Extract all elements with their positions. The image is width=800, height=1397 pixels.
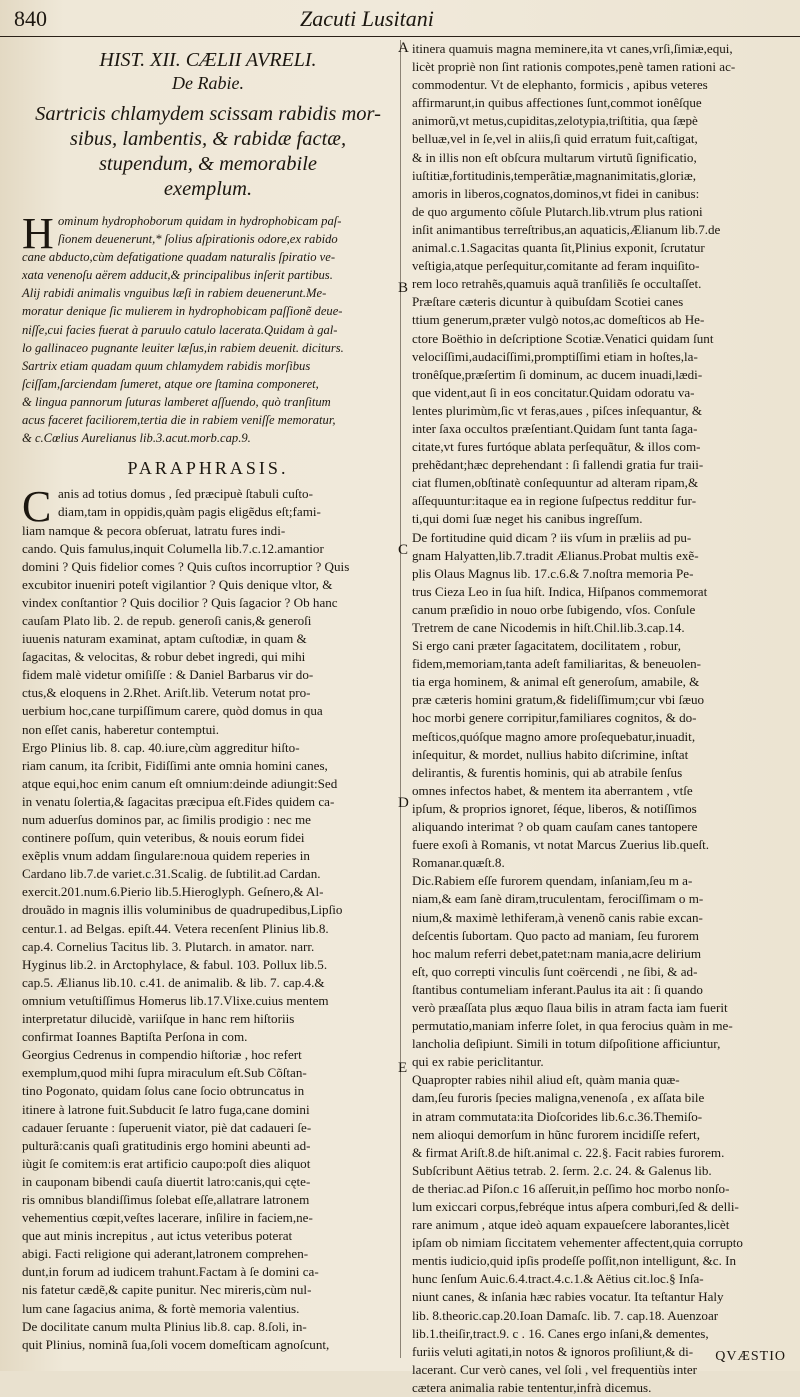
right-text-line: velociſſimi,audaciſſimi,promptiſſimi etiam in hoſtes,la-	[412, 348, 698, 364]
main-title-line: stupendum, & memorabile	[98, 153, 318, 175]
margin-letter-d: D	[398, 795, 409, 811]
paraphrasis-text-line: exẽplis vnum addam ſingulare:noua quidem reperies in	[22, 848, 310, 864]
right-text-line: ipſam ob nimiam ſiccitatem vehementer affectent,quia corrupto	[412, 1235, 743, 1251]
paraphrasis-text-line: domini ? Quis fidelior comes ? Quis cuſtos incorruptior ? Quis	[22, 558, 350, 574]
paraphrasis-text-line: Hyginus lib.2. in Arctophylace, & fabul. 103. Pollux lib.5.	[22, 956, 328, 972]
paraphrasis-text-line: cando. Quis famulus,inquit Columella lib.7.c.12.amantior	[22, 540, 324, 556]
left-column	[22, 40, 394, 1354]
right-text-line: aliquando interimat ? ob quam cauſam canes tantopere	[412, 819, 698, 835]
intro-text-line: & c.Cœlius Aurelianus lib.3.acut.morb.cap.9.	[22, 431, 251, 446]
right-text-line: tronêſque,præſertim ſi dominum, ac ducem inuadi,lædi-	[412, 366, 703, 382]
right-text-line: gnam Halyatten,lib.7.tradit Ælianus.Probat multis exẽ-	[412, 547, 699, 563]
intro-text-line: & lingua pannorum ſuturas lamberet aſſuendo, quò tranſitum	[22, 394, 331, 409]
right-text-line: hoc morbi genere corripitur,familiares cognitos, & do-	[412, 710, 697, 726]
right-text-line: trus Cieza Leo in ſua hiſt. Indica, Hiſpanos commemorat	[412, 583, 708, 599]
right-text-line: inſit animantibus terreſtribus,an aquaticis,Ælianum lib.7.de	[412, 221, 721, 237]
paraphrasis-text-line: De docilitate canum multa Plinius lib.8. cap. 8.ſoli, in-	[22, 1318, 307, 1334]
paraphrasis-text-line: diam,tam in oppidis,quàm pagis eligẽdus eſt;fami-	[58, 504, 321, 520]
main-title-line: sibus, lambentis, & rabidæ factæ,	[69, 128, 347, 150]
paraphrasis-text-line: cadauer ſeruante : ſuperuenit viator, piè dat cadaueri ſe-	[22, 1119, 312, 1135]
right-text-line: Præſtare cæteris dicuntur à quibuſdam Scotiei canes	[412, 294, 684, 310]
intro-text-line: moratur denique ſic mulierem in hydrophobicam paſſionẽ deue-	[22, 304, 343, 319]
paraphrasis-text-line: exemplum,quod mihi ſupra miraculum eſt.Sub Cõſtan-	[22, 1065, 307, 1081]
right-text-line: ctore Boëthio in deſcriptione Scotiæ.Venatici quidam ſunt	[412, 330, 714, 346]
margin-letter-a: A	[398, 40, 409, 56]
right-text-line: mentis iudicio,quid ipſis prodeſſe poſſit,non intelligunt, &c. In	[412, 1253, 737, 1269]
paraphrasis-text-line: Georgius Cedrenus in compendio hiſtoriæ , hoc refert	[22, 1047, 302, 1063]
paraphrasis-passage	[22, 482, 394, 1354]
right-text-line: nem alioqui demorſum in hũnc furorem incidiſſe refert,	[412, 1126, 700, 1142]
main-title	[22, 102, 394, 202]
paraphrasis-text-line: lum cane ſagacius anima, & fortè memoria valentius.	[22, 1300, 300, 1316]
intro-text-line: niſſe,cui facies fuerat à paruulo catulo lacerata.Quidam à gal-	[22, 322, 338, 337]
right-text-line: citate,vt fures furtóque ablata perſequãtur, & illos com-	[412, 439, 701, 455]
right-text-line: dam,ſeu furoris ſpecies maligna,venenoſa , ex aſſata bile	[412, 1090, 705, 1106]
intro-text-line: lo gallinaceo pugnante leuiter læſus,in rabiem deuenit. diciturs.	[22, 340, 344, 355]
right-text-line: fidem,memoriam,tanta adeſt familiaritas, & beneuolen-	[412, 656, 702, 672]
right-text-line: Tretrem de cane Nicodemis in hiſt.Chil.lib.3.cap.14.	[412, 620, 685, 635]
paraphrasis-text-line: dunt,in forum ad iudicem trahunt.Factam à ſe domini ca-	[22, 1264, 319, 1280]
paraphrasis-text-line: Cardano lib.7.de variet.c.31.Scalig. de ſubtilit.ad Cardan.	[22, 866, 321, 882]
paraphrasis-text-line: quit Plinius, nominã ſua,ſoli vocem domeſticam agnoſcunt,	[22, 1336, 330, 1352]
right-text-line: Quapropter rabies nihil aliud eſt, quàm mania quæ-	[412, 1072, 680, 1088]
main-title-line: exemplum.	[163, 178, 253, 200]
paraphrasis-text-line: in cauponam bibendi cauſa diuertit latro:canis,qui cęte-	[22, 1173, 311, 1189]
paraphrasis-text-line: ctus,& eloquens in 2.Rhet. Ariſt.lib. Veterum notat pro-	[22, 685, 311, 701]
right-text-line: canum præſidio in nouo orbe ſubigendo, vſos. Conſule	[412, 601, 696, 617]
right-text-line: permutatio,maniam inferre ſolet, in qua ferocius quàm in me-	[412, 1018, 733, 1034]
paraphrasis-text-line: fidem malè videtur omiſiſſe : & Daniel Barbarus vir do-	[22, 667, 314, 683]
right-text-line: & firmat Ariſt.8.de hiſt.animal c. 22.§. Facit rabies furorem.	[412, 1144, 725, 1160]
right-text-line: verò præaſſata plus æquo ſlaua bilis in atram facta iam fuerit	[412, 999, 728, 1015]
right-text-line: lib. 8.theoric.cap.20.Ioan Damaſc. lib. 7. cap.18. Auenzoar	[412, 1307, 719, 1323]
right-text-line: rem loco retrahẽs,quamuis aquã tranſiliẽs ſe occultaſſet.	[412, 276, 702, 292]
right-text-line: itinera quamuis magna meminere,ita vt canes,vrſi,ſimiæ,equi,	[412, 41, 733, 56]
page-number: 840	[14, 6, 47, 31]
right-text-line: Si ergo cani præter ſagacitatem, docilitatem , robur,	[412, 638, 682, 654]
paraphrasis-text-line: cap.5. Ælianus lib.10. c.41. de animalib. & lib. 7. cap.4.&	[22, 974, 325, 990]
right-text-line: qui ex rabie periclitantur.	[412, 1054, 544, 1070]
intro-text-line: Alij rabidi animalis vnguibus læſi in rabiem deuenerunt.Me-	[22, 286, 327, 301]
paraphrasis-text-line: num aduerſus dominos par, ac ſimilis prodigio : nec me	[22, 812, 311, 827]
right-text-line: lancholia deſipiunt. Simili in totum diſpoſitione afficiuntur,	[412, 1036, 721, 1052]
paraphrasis-text-line: vindex conſtantior ? Quis docilior ? Quis ſagacior ? Ob hanc	[22, 594, 338, 610]
paraphrasis-text-line: atque equi,hoc enim canum eſt omnium:deinde adiungit:Sed	[22, 775, 338, 791]
right-text-line: que vident,aut ſi in eos concitatur.Quidam odoratu va-	[412, 384, 695, 400]
right-text-line: furiis veluti agitati,in notos & ignoros proſiliunt,& di-	[412, 1343, 694, 1359]
right-text-line: plis Olaus Magnus lib. 17.c.6.& 7.noſtra memoria Pe-	[412, 565, 694, 581]
right-text-line: lentes plurimùm,ſic vt feras,aues , piſces inſequantur, &	[412, 402, 703, 418]
paraphrasis-text-line: Ergo Plinius lib. 8. cap. 40.iure,cùm aggreditur hiſto-	[22, 739, 300, 755]
paraphrasis-text-line: itinere à latrone fuit.Subducit ſe latro fuga,cane domini	[22, 1101, 310, 1117]
paraphrasis-text-line: uerbium hoc,cane turpiſſimum carere, quòd domus in qua	[22, 703, 323, 719]
paraphrasis-text-line: nis fatetur cædẽ,& capite punitur. Nec mireris,cùm nul-	[22, 1282, 312, 1298]
intro-text-line: ſionem deuenerunt,* ſolius aſpirationis odore,ex rabido	[58, 232, 338, 247]
paraphrasis-text-line: tino Pogonato, quidam ſolus cane ſocio obtruncatus in	[22, 1083, 305, 1099]
paraphrasis-text-line: cauſam Plato lib. 2. de repub. generoſi canis,& generoſi	[22, 612, 312, 628]
right-text-line: iuſtitiæ,fortitudinis,temperãtiæ,magnanimitatis,gloriæ,	[412, 167, 697, 183]
right-text-line: veſtigia,atque perſequitur,comitante ad feram inquiſito-	[412, 258, 700, 274]
paraphrasis-text-line: excubitor inueniri poteſt vigilantior ? Quis denique vltor, &	[22, 576, 333, 592]
right-text-line: lum exiccari corpus,febréque intus aſpera comburi,ſed & delli-	[412, 1199, 739, 1214]
paraphrasis-text-line: in venatu ſolertia,& ſagacitas præcipua eſt.Fides quidem ca-	[22, 793, 335, 809]
right-text-line: inſequitur, & mordet, nullius habito diſcrimine, inſtat	[412, 746, 689, 762]
right-text-line: fuere exoſi à Romanis, vt notat Marcus Zuerius lib.queſt.	[412, 837, 710, 853]
paraphrasis-text-line: riam canum, ita ſcribit, Fidiſſimi ante omnia homini canes,	[22, 757, 328, 773]
intro-text-line: acus faceret faciliorem,tertia die in rabiem veniſſe memoratur,	[22, 413, 336, 428]
paraphrasis-text-line: non eſſet canis, haberetur contemptui.	[22, 721, 220, 737]
paraphrasis-text-line: exercit.201.num.6.Pierio lib.5.Hieroglyph. Geſnero,& Al-	[22, 884, 324, 900]
intro-text-line: Sartrix etiam quadam quum chlamydem rabidis morſibus	[22, 358, 311, 373]
margin-letter-b: B	[398, 280, 409, 296]
section-heading: PARAPHRASIS.	[127, 458, 289, 479]
right-text-line: aſſequuntur:itaque ea in regione ſuſpectus redditur fur-	[412, 493, 697, 509]
paraphrasis-text-line: interpretatur dilucidè, variiſque in hanc rem hiſtoriis	[22, 1011, 295, 1027]
right-text-line: commodentur. Vt de elephanto, formicis , apibus veteres	[412, 77, 708, 93]
paraphrasis-text-line: liam namque & pecora obſeruat, latratu fures indi-	[22, 522, 286, 538]
right-text-line: præ cæteris homini gratum,& fideliſſimum;cur vbi ſæuo	[412, 692, 705, 708]
paraphrasis-text-line: continere poſſum, quin veteribus, & nouis eorum fidei	[22, 830, 305, 846]
intro-text-line: cane abducto,cùm defatigatione quadam naturalis ſpiratio ve-	[22, 250, 336, 265]
paraphrasis-text-line: iùgit ſe comitem:is erat artificio caupo:poſt dies aliquot	[22, 1155, 311, 1171]
right-text-line: ciat flumen,obſtinatè conſequuntur ad alteram ripam,&	[412, 475, 699, 491]
right-text-line: Subſcribunt Aëtius tetrab. 2. ſerm. 2.c. 24. & Galenus lib.	[412, 1162, 712, 1178]
right-text-line: ſtantibus contumeliam inferant.Paulus ita ait : ſi quando	[412, 981, 703, 997]
right-text-line: prehẽdant;hæc deprehendant : ſi fallendi gratia fur traii-	[412, 457, 704, 473]
running-head: Zacuti Lusitani	[300, 6, 434, 31]
right-text-line: animorũ,vt metus,cupiditas,zelotypia,triſtitia, qua ſæpè	[412, 113, 698, 129]
right-text-line: niam,& eam ſanè diram,truculentam, ferociſſimam o m-	[412, 891, 704, 907]
paraphrasis-text-line: ris omnibus blandiſſimus ſolebat eſſe,allatrare latronem	[22, 1191, 310, 1207]
right-text-line: amoris in liberos,cognatos,dominos,vt fidei in canibus:	[412, 185, 700, 201]
paraphrasis-text-line: que aut minis increpitus , aut ictus veteribus poterat	[22, 1228, 293, 1244]
right-text-line: cætera animalia rabie tententur,infrà dicemus.	[412, 1379, 652, 1395]
right-text-line: deſcentis ſubortam. Quo pacto ad maniam, ſeu furorem	[412, 927, 699, 943]
right-text-line: lib.1.theiſir,tract.9. c . 16. Canes ergo inſani,& dementes,	[412, 1325, 709, 1341]
paraphrasis-text-line: abigi. Facti religione qui aderant,latronem comprehen-	[22, 1246, 309, 1262]
right-text-line: ttium generum,præter vulgò notos,ac domeſticos ab He-	[412, 312, 705, 328]
right-text-line: omnes infectos habet, & mentem ita aberrantem , vtſe	[412, 782, 693, 798]
intro-passage	[22, 209, 394, 447]
right-text-line: Dic.Rabiem eſſe furorem quendam, inſaniam,ſeu m a-	[412, 873, 693, 889]
history-subtitle: De Rabie.	[172, 73, 244, 93]
right-text-line: ipſum, & proprios ignoret, ſéque, liberos, & notiſſimos	[412, 800, 697, 816]
right-text-line: animal.c.1.Sagacitas quanta ſit,Plinius exponit, ſcrutatur	[412, 240, 705, 256]
right-text-line: niunt canes, & inſania hæc rabies vocatur. Ita teſtantur Haly	[412, 1289, 724, 1305]
page-header	[0, 6, 800, 37]
right-text-line: meſticos,quóſque magno amore proſequebatur,inuadit,	[412, 728, 696, 744]
paraphrasis-text-line: iuuenis naturam examinat, aptam cuſtodiæ, in quam &	[22, 631, 307, 647]
right-text-line: de quo argumento cõſule Plutarch.lib.vtrum plus rationi	[412, 203, 703, 219]
paraphrasis-text-line: cap.4. Cornelius Tacitus lib. 3. Plutarch. in amator. narr.	[22, 938, 315, 954]
right-text-line: de theriac.ad Piſon.c 16 aſſeruit,in peſſimo hoc morbo nonſo-	[412, 1180, 730, 1196]
intro-text-line: ominum hydrophoborum quidam in hydrophobicam paſ-	[58, 214, 342, 228]
paraphrasis-text-line: drouãdo in magnis illis voluminibus de quadrupedibus,Lipſio	[22, 902, 343, 918]
right-text-line: licèt propriè non ſint rationis compotes,penè tamen rationi ac-	[412, 59, 736, 75]
right-text-line: affirmarunt,in quibus affectiones ſunt,commot ionêſque	[412, 95, 702, 111]
paraphrasis-text-line: confirmat Ioannes Baptiſta Perſona in com.	[22, 1029, 248, 1045]
paraphrasis-text-line: omnium vetuſtiſſimus Homerus lib.17.Vlixe.cuius mentem	[22, 992, 329, 1008]
right-text-line: belluæ,vel in ſe,vel in aliis,ſi quid erratum fuit,caſtigat,	[412, 131, 698, 147]
right-text-line: inter ſaxa occultos præſentiant.Quidam ſunt tanta ſaga-	[412, 420, 698, 436]
column-divider	[400, 40, 401, 1358]
right-text-line: hunc ſenſum Auic.6.4.tract.4.c.1.& Aëtius cit.loc.§ Inſa-	[412, 1271, 704, 1287]
intro-drop-cap: H	[22, 209, 54, 258]
right-text-line: delirantis, & furentis hominis, qui ab atrabile ſenſus	[412, 764, 683, 780]
right-text-line: rare animum , atque ideò aquam expaueſcere laborantes,licèt	[412, 1217, 730, 1233]
right-text-line: De fortitudine quid dicam ? iis vſum in præliis ad pu-	[412, 529, 692, 545]
right-text-line: Romanar.quæſt.8.	[412, 855, 505, 871]
margin-letter-e: E	[398, 1060, 408, 1076]
right-text-line: nium,& maximè lethiferam,à venenõ canis rabie excan-	[412, 909, 703, 925]
catchword: QVÆSTIO	[715, 1349, 786, 1364]
right-text-line: ti,qui domi ſuæ neget his canibus ingreſſum.	[412, 511, 643, 527]
paraphrasis-drop-cap: C	[22, 482, 52, 532]
margin-letter-c: C	[398, 542, 409, 558]
paraphrasis-text-line: pulturã:canis quaſi gratitudinis ergo homini abeunti ad-	[22, 1137, 311, 1153]
right-text-line: lacerant. Cur verò canes, vel ſoli , vel frequentiùs inter	[412, 1361, 698, 1377]
right-column	[412, 40, 788, 1397]
right-text-line: tia erga hominem, & animal eſt generoſum, amabile, &	[412, 674, 700, 690]
paraphrasis-text-line: centur.1. ad Belgas. epiſt.44. Vetera recenſent Plinius lib.8.	[22, 920, 329, 936]
right-text-line: & in illis non eſt obſcura multarum virtutũ ſignificatio,	[412, 149, 697, 165]
paraphrasis-text-line: vehementius cœpit,veſtes lacerare, inſilire in faciem,ne-	[22, 1210, 313, 1226]
right-text-line: eſt, quo correpti vinculis ſunt coërcendi , ne ſibi, & ad-	[412, 963, 698, 979]
right-text-line: hoc malum referri debet,patet:nam mania,acre delirium	[412, 945, 702, 961]
paraphrasis-text-line: anis ad totius domus , ſed præcipuè ſtabuli cuſto-	[58, 486, 313, 502]
intro-text-line: xata venenoſu aërem adducit,& principalibus inſerit partibus.	[22, 268, 333, 283]
right-text-line: in atram commutata:ita Dioſcorides lib.6.c.36.Themiſo-	[412, 1108, 703, 1124]
paraphrasis-text-line: ſagacitas, & velocitas, & robur debet ingredi, qui mihi	[22, 649, 306, 665]
main-title-line: Sartricis chlamydem scissam rabidis mor-	[35, 103, 381, 125]
history-title: HIST. XII. CÆLII AVRELI.	[99, 49, 317, 71]
intro-text-line: ſciſſam,ſarciendam ſumeret, atque ore ſtamina componeret,	[22, 376, 319, 391]
